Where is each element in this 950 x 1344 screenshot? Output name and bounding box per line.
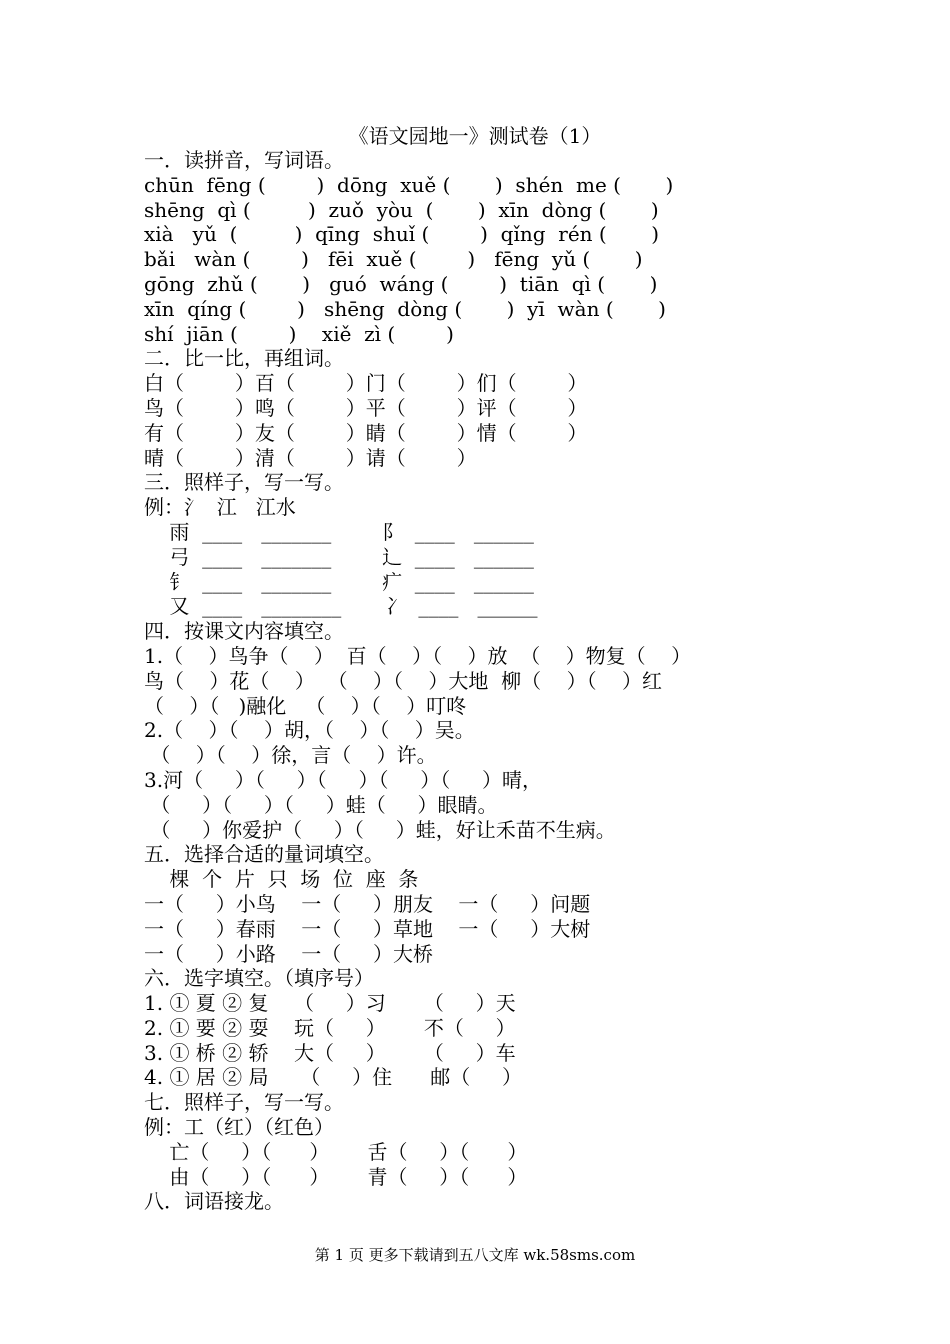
text-line: 晴（ ）清（ ）请（ ）: [144, 445, 477, 470]
text-line: （ ）（ )融化 （ ）（ ）叮咚: [144, 693, 467, 718]
text-line: 钅 ____ _______ 疒 ____ ______: [144, 569, 534, 594]
text-line: 弓 ____ _______ 辶 ____ ______: [144, 544, 534, 569]
text-line: 八．词语接龙。: [144, 1189, 284, 1214]
text-line: 三．照样子，写一写。: [144, 470, 344, 495]
text-line: 雨 ____ _______ 阝 ____ ______: [144, 519, 534, 544]
text-line: 鸟（ ）花（ ） （ ）（ ）大地 柳（ ）（ ）红: [144, 668, 663, 693]
text-line: 2.（ ）（ ）胡，（ ）（ ）吴。: [144, 718, 475, 743]
text-line: gōng zhǔ ( ) guó wáng ( ) tiān qì ( ): [144, 271, 658, 296]
text-line: xià yǔ ( ) qīng shuǐ ( ) qǐng rén ( ): [144, 222, 659, 247]
text-line: 2. ① 要 ② 耍 玩（ ） 不（ ）: [144, 1015, 516, 1040]
text-line: 亡（ ）（ ） 舌（ ）（ ）: [144, 1139, 528, 1164]
text-line: （ ）你爱护（ ）（ ）蛙，好让禾苗不生病。: [144, 817, 616, 842]
text-line: chūn fēng ( ) dōng xuě ( ) shén me ( ): [144, 172, 674, 197]
text-line: （ ）（ ）（ ）蛙（ ）眼睛。: [144, 792, 498, 817]
text-line: 一．读拼音，写词语。: [144, 148, 344, 172]
text-line: （ ）（ ）徐，言（ ）许。: [144, 743, 437, 768]
text-line: bǎi wàn ( ) fēi xuě ( ) fēng yǔ ( ): [144, 247, 643, 272]
text-line: 4. ① 居 ② 局 （ ）住 邮（ ）: [144, 1065, 523, 1090]
text-line: shí jiān ( ) xiě zì ( ): [144, 321, 454, 346]
text-line: 五．选择合适的量词填空。: [144, 842, 384, 867]
text-line: 有（ ）友（ ）睛（ ）情（ ）: [144, 420, 588, 445]
text-line: 例：氵 江 江水: [144, 495, 296, 520]
text-line: xīn qíng ( ) shēng dòng ( ) yī wàn ( ): [144, 296, 666, 321]
text-line: 3. ① 桥 ② 轿 大（ ） （ ）车: [144, 1040, 516, 1065]
text-line: 又 ____ ________ 冫 ____ ______: [144, 594, 538, 619]
text-line: 1. ① 夏 ② 复 （ ）习 （ ）天: [144, 991, 516, 1016]
text-line: 七．照样子，写一写。: [144, 1090, 344, 1115]
text-line: 由（ ）（ ） 青（ ）（ ）: [144, 1164, 528, 1189]
text-line: 一（ ）小鸟 一（ ）朋友 一（ ）问题: [144, 891, 591, 916]
text-line: 二．比一比，再组词。: [144, 346, 344, 371]
text-line: 白（ ）百（ ）门（ ）们（ ）: [144, 371, 588, 396]
text-line: 1.（ ）鸟争（ ） 百（ ）（ ）放 （ ）物复（ ）: [144, 643, 692, 668]
text-line: 一（ ）小路 一（ ）大桥: [144, 941, 434, 966]
text-line: 棵 个 片 只 场 位 座 条: [144, 867, 419, 892]
text-line: 六．选字填空。（填序号）: [144, 966, 374, 991]
page-title: 《语文园地一》测试卷（1）: [348, 124, 602, 148]
text-line: 一（ ）春雨 一（ ）草地 一（ ）大树: [144, 916, 591, 941]
text-line: 四．按课文内容填空。: [144, 619, 344, 644]
worksheet-body: [144, 148, 864, 1214]
text-line: shēng qì ( ) zuǒ yòu ( ) xīn dòng ( ): [144, 197, 659, 222]
page-footer: 第 1 页 更多下载请到五八文库 wk.58sms.com: [314, 1246, 636, 1264]
text-line: 3.河（ ）（ ）（ ）（ ）（ ）晴，: [144, 767, 543, 792]
text-line: 鸟（ ）鸣（ ）平（ ）评（ ）: [144, 395, 588, 420]
text-line: 例：工（红）（红色）: [144, 1115, 334, 1140]
